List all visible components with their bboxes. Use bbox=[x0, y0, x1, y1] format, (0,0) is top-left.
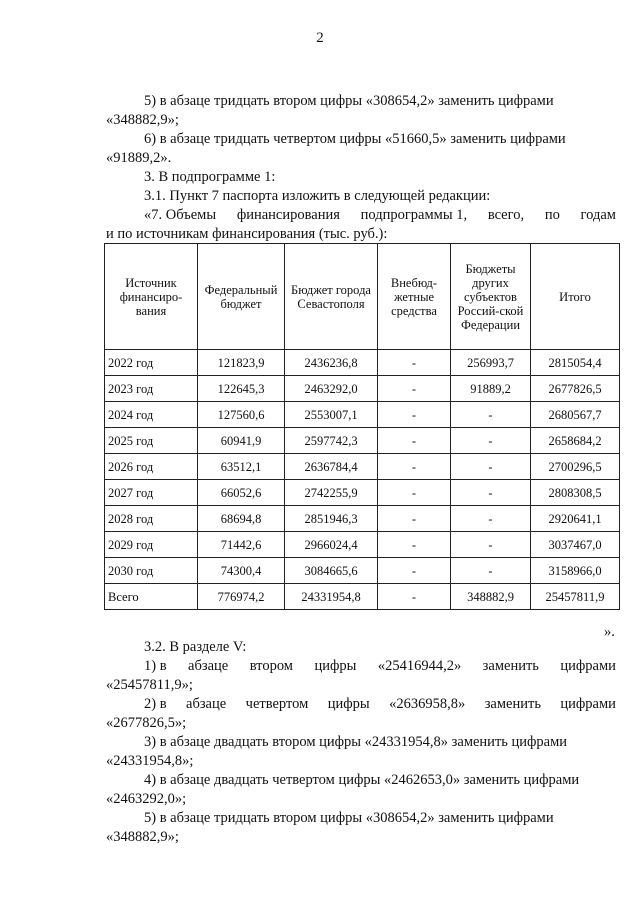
section-v-item1-line2: «25457811,9»; bbox=[106, 677, 193, 693]
cell-other-subjects: - bbox=[451, 402, 531, 428]
cell-other-subjects: - bbox=[451, 428, 531, 454]
word: «7. Объемы bbox=[144, 207, 217, 223]
word: годам bbox=[580, 207, 616, 223]
section-v-item3-line2: «24331954,8»; bbox=[106, 753, 194, 769]
section-v-item2-line1 bbox=[106, 695, 616, 714]
cell-federal: 66052,6 bbox=[198, 480, 285, 506]
cell-period: 2030 год bbox=[105, 558, 198, 584]
cell-total: 2677826,5 bbox=[531, 376, 620, 402]
cell-federal: 63512,1 bbox=[198, 454, 285, 480]
word: «2636958,8» bbox=[389, 696, 466, 712]
word: цифрами bbox=[560, 658, 616, 674]
paragraph-item-5-line1: 5) в абзаце тридцать втором цифры «308654,2» заменить цифрами bbox=[144, 93, 554, 109]
cell-city-budget: 2553007,1 bbox=[285, 402, 378, 428]
cell-federal: 776974,2 bbox=[198, 584, 285, 610]
section-v-item1-line1 bbox=[106, 657, 616, 676]
cell-city-budget: 2851946,3 bbox=[285, 506, 378, 532]
cell-period: 2024 год bbox=[105, 402, 198, 428]
cell-extrabudgetary: - bbox=[378, 402, 451, 428]
cell-extrabudgetary: - bbox=[378, 532, 451, 558]
financing-intro-line1 bbox=[106, 206, 616, 225]
cell-extrabudgetary: - bbox=[378, 454, 451, 480]
section-v-item4-line1: 4) в абзаце двадцать четвертом цифры «2462653,0» заменить цифрами bbox=[144, 772, 580, 788]
cell-period: 2022 год bbox=[105, 350, 198, 376]
cell-total: 2700296,5 bbox=[531, 454, 620, 480]
paragraph-item-5-line2: «348882,9»; bbox=[106, 112, 179, 128]
cell-federal: 74300,4 bbox=[198, 558, 285, 584]
paragraph-item-6-line2: «91889,2». bbox=[106, 150, 172, 166]
section-v-item5-line1: 5) в абзаце тридцать втором цифры «308654,2» заменить цифрами bbox=[144, 810, 554, 826]
word: 2) в bbox=[144, 696, 167, 712]
section-v-item3-line1: 3) в абзаце двадцать втором цифры «24331954,8» заменить цифрами bbox=[144, 734, 568, 750]
table-row bbox=[105, 376, 620, 402]
table-row bbox=[105, 584, 620, 610]
cell-city-budget: 2742255,9 bbox=[285, 480, 378, 506]
table-row bbox=[105, 350, 620, 376]
cell-federal: 127560,6 bbox=[198, 402, 285, 428]
cell-extrabudgetary: - bbox=[378, 584, 451, 610]
word: втором bbox=[249, 658, 293, 674]
word: всего, bbox=[487, 207, 525, 223]
section-v-item4-line2: «2463292,0»; bbox=[106, 791, 187, 807]
section-v-heading: 3.2. В разделе V: bbox=[144, 639, 247, 655]
cell-federal: 68694,8 bbox=[198, 506, 285, 532]
page-number: 2 bbox=[316, 30, 324, 46]
cell-total: 2808308,5 bbox=[531, 480, 620, 506]
closing-quote: ». bbox=[604, 624, 615, 640]
cell-extrabudgetary: - bbox=[378, 350, 451, 376]
cell-federal: 122645,3 bbox=[198, 376, 285, 402]
cell-extrabudgetary: - bbox=[378, 376, 451, 402]
cell-other-subjects: - bbox=[451, 454, 531, 480]
word: 1) в bbox=[144, 658, 167, 674]
cell-federal: 71442,6 bbox=[198, 532, 285, 558]
word: заменить bbox=[482, 658, 539, 674]
word: заменить bbox=[484, 696, 541, 712]
word: цифрами bbox=[560, 696, 616, 712]
word: цифры bbox=[314, 658, 357, 674]
cell-city-budget: 3084665,6 bbox=[285, 558, 378, 584]
word: четвертом bbox=[245, 696, 309, 712]
cell-other-subjects: - bbox=[451, 532, 531, 558]
cell-period: Всего bbox=[105, 584, 198, 610]
paragraph-item-6-line1: 6) в абзаце тридцать четвертом цифры «51660,5» заменить цифрами bbox=[144, 131, 566, 147]
cell-extrabudgetary: - bbox=[378, 506, 451, 532]
cell-city-budget: 2463292,0 bbox=[285, 376, 378, 402]
table-row bbox=[105, 480, 620, 506]
cell-other-subjects: - bbox=[451, 506, 531, 532]
cell-city-budget: 2966024,4 bbox=[285, 532, 378, 558]
cell-total: 2815054,4 bbox=[531, 350, 620, 376]
table-row bbox=[105, 558, 620, 584]
header-federal: Федеральный бюджет bbox=[198, 244, 285, 350]
cell-extrabudgetary: - bbox=[378, 428, 451, 454]
section-v-item5-line2: «348882,9»; bbox=[106, 829, 179, 845]
cell-total: 3037467,0 bbox=[531, 532, 620, 558]
table-row bbox=[105, 532, 620, 558]
cell-period: 2025 год bbox=[105, 428, 198, 454]
cell-city-budget: 24331954,8 bbox=[285, 584, 378, 610]
word: абзаце bbox=[186, 696, 227, 712]
word: подпрограммы 1, bbox=[360, 207, 468, 223]
cell-period: 2023 год bbox=[105, 376, 198, 402]
word: «25416944,2» bbox=[377, 658, 462, 674]
cell-federal: 121823,9 bbox=[198, 350, 285, 376]
cell-other-subjects: - bbox=[451, 558, 531, 584]
header-other-subjects: Бюджеты других субъектов Россий-ской Федерации bbox=[451, 244, 531, 350]
cell-period: 2029 год bbox=[105, 532, 198, 558]
table-row bbox=[105, 428, 620, 454]
cell-other-subjects: 256993,7 bbox=[451, 350, 531, 376]
table-header-row bbox=[105, 244, 620, 350]
financing-table bbox=[104, 243, 620, 610]
cell-total: 3158966,0 bbox=[531, 558, 620, 584]
cell-total: 25457811,9 bbox=[531, 584, 620, 610]
cell-city-budget: 2636784,4 bbox=[285, 454, 378, 480]
header-extrabudgetary: Внебюд-жетные средства bbox=[378, 244, 451, 350]
word: по bbox=[544, 207, 560, 223]
cell-period: 2026 год bbox=[105, 454, 198, 480]
cell-other-subjects: 348882,9 bbox=[451, 584, 531, 610]
cell-city-budget: 2436236,8 bbox=[285, 350, 378, 376]
header-city-budget: Бюджет города Севастополя bbox=[285, 244, 378, 350]
subprogram-heading: 3. В подпрограмме 1: bbox=[144, 169, 276, 185]
header-source: Источник финансиро-вания bbox=[105, 244, 198, 350]
word: финансирования bbox=[236, 207, 340, 223]
cell-period: 2027 год bbox=[105, 480, 198, 506]
cell-federal: 60941,9 bbox=[198, 428, 285, 454]
header-total: Итого bbox=[531, 244, 620, 350]
table-row bbox=[105, 506, 620, 532]
cell-extrabudgetary: - bbox=[378, 558, 451, 584]
cell-total: 2680567,7 bbox=[531, 402, 620, 428]
cell-extrabudgetary: - bbox=[378, 480, 451, 506]
cell-other-subjects: - bbox=[451, 480, 531, 506]
word: цифры bbox=[327, 696, 370, 712]
cell-other-subjects: 91889,2 bbox=[451, 376, 531, 402]
financing-intro-line2: и по источникам финансирования (тыс. руб.): bbox=[106, 226, 388, 242]
passport-point-heading: 3.1. Пункт 7 паспорта изложить в следующей редакции: bbox=[144, 188, 491, 204]
table-row bbox=[105, 402, 620, 428]
cell-total: 2920641,1 bbox=[531, 506, 620, 532]
word: абзаце bbox=[188, 658, 229, 674]
cell-period: 2028 год bbox=[105, 506, 198, 532]
cell-total: 2658684,2 bbox=[531, 428, 620, 454]
section-v-item2-line2: «2677826,5»; bbox=[106, 715, 187, 731]
cell-city-budget: 2597742,3 bbox=[285, 428, 378, 454]
table-row bbox=[105, 454, 620, 480]
